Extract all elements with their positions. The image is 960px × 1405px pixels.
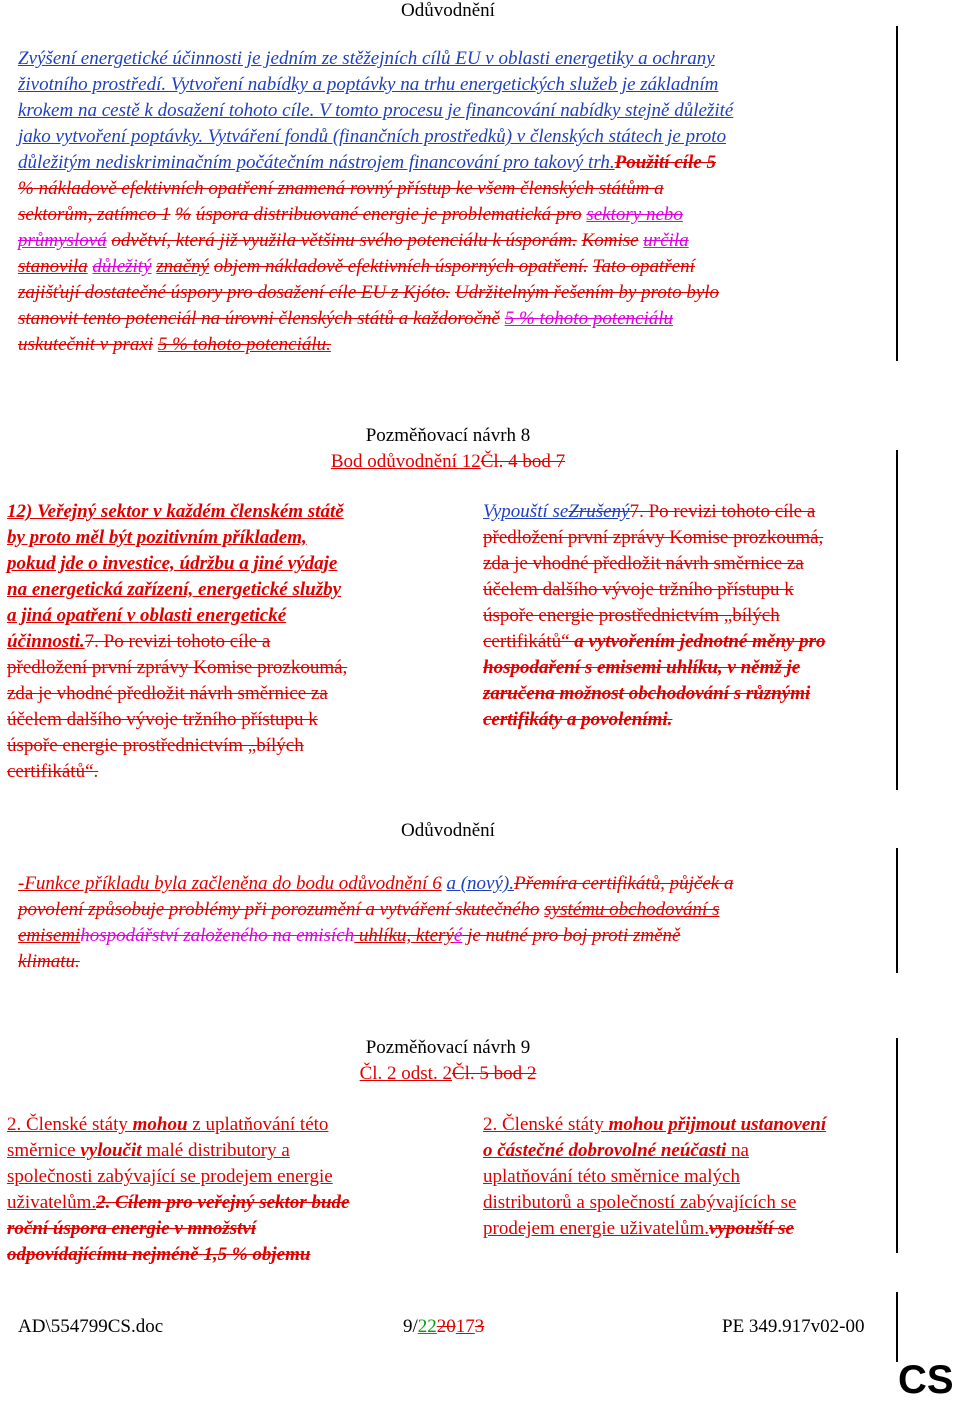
change-bar [896, 450, 898, 790]
amendment-right-column: Vypouští seZrušený7. Po revizi tohoto cíle a předložení první zprávy Komise prozkoumá, zda je vhodné předložit návrh směrnice za účelem dalšího vývoje tržního přístupu k úspoře energie prostřednictvím „bílých certifikátů“ a vytvořením jednotné měny pro hospodaření s emisemi uhlíku, v němž je zaručena možnost obchodování s různými certifikáty a povoleními. [483, 501, 826, 730]
amendment-reference: Bod odůvodnění 12Čl. 4 bod 7 [330, 451, 566, 472]
amendment-reference: Čl. 2 odst. 2Čl. 5 bod 2 [359, 1063, 537, 1084]
justification-paragraph: -Funkce příkladu byla začleněna do bodu odůvodnění 6 a (nový).Přemíra certifikátů, půjček a povolení způsobuje problémy při porozumění a vytváření skutečného systému obchodování s emisemihospodářství založeného na emisích uhlíku, kterýé je nutné pro boj proti změně klimatu. [18, 873, 734, 972]
justification-heading: Odůvodnění [401, 0, 495, 21]
change-bar [896, 1292, 898, 1362]
justification-paragraph: Zvýšení energetické účinnosti je jedním ze stěžejních cílů EU v oblasti energetiky a ochrany životního prostředí. Vytvoření nabídky a poptávky na trhu energetických služeb je základním krokem na cestě k dosažení tohoto cíle. V tomto procesu je financování nabídky stejně důležité jako vytvoření poptávky. Vytváření fondů (finančních prostředků) v členských státech je proto důležitým nediskriminačním počátečním nástrojem financování pro takový trh.Použití cíle 5 % nákladově efektivních opatření znamená rovný přístup ke všem členských státům a sektorům, zatímco 1 % úspora distribuované energie je problematická pro sektory nebo průmyslová odvětví, která již využila většinu svého potenciálu k úsporám. Komise určila stanovila důležitý značný objem nákladově efektivních úsporných opatření. Tato opatření zajišťují dostatečné úspory pro dosažení cíle EU z Kjóto. Udržitelným řešením by proto bylo stanovit tento potenciál na úrovni členských států a každoročně 5 % tohoto potenciálu uskutečnit v praxi 5 % tohoto potenciálu. [18, 48, 734, 355]
change-bar [896, 26, 898, 361]
document-reference: AD\554799CS.doc [18, 1316, 164, 1337]
amendment-left-column: 2. Členské státy mohou z uplatňování této směrnice vyloučit malé distributory a společnosti zabývající se prodejem energie uživatelům.2. Cílem pro veřejný sektor bude roční úspora energie v množství odpovídajícímu nejméně 1,5 % objemu [7, 1114, 350, 1265]
pe-reference: PE 349.917v02-00 [722, 1316, 865, 1337]
justification-heading: Odůvodnění [401, 820, 495, 841]
page-number: 9/2220173 [403, 1316, 485, 1337]
change-bar [896, 848, 898, 973]
change-bar [896, 1038, 898, 1253]
language-code: CS [898, 1358, 954, 1402]
amendment-title: Pozměňovací návrh 9 [365, 1037, 531, 1058]
amendment-left-column: 12) Veřejný sektor v každém členském státě by proto měl být pozitivním příkladem, pokud jde o investice, údržbu a jiné výdaje na energetická zařízení, energetické služby a jiná opatření v oblasti energetické účinnosti.7. Po revizi tohoto cíle a předložení první zprávy Komise prozkoumá, zda je vhodné předložit návrh směrnice za účelem dalšího vývoje tržního přístupu k úspoře energie prostřednictvím „bílých certifikátů“. [7, 501, 348, 782]
amendment-title: Pozměňovací návrh 8 [365, 425, 531, 446]
amendment-right-column: 2. Členské státy mohou přijmout ustanovení o částečné dobrovolné neúčasti na uplatňování této směrnice malých distributorů a společností zabývajících se prodejem energie uživatelům.vypouští se [483, 1114, 827, 1239]
